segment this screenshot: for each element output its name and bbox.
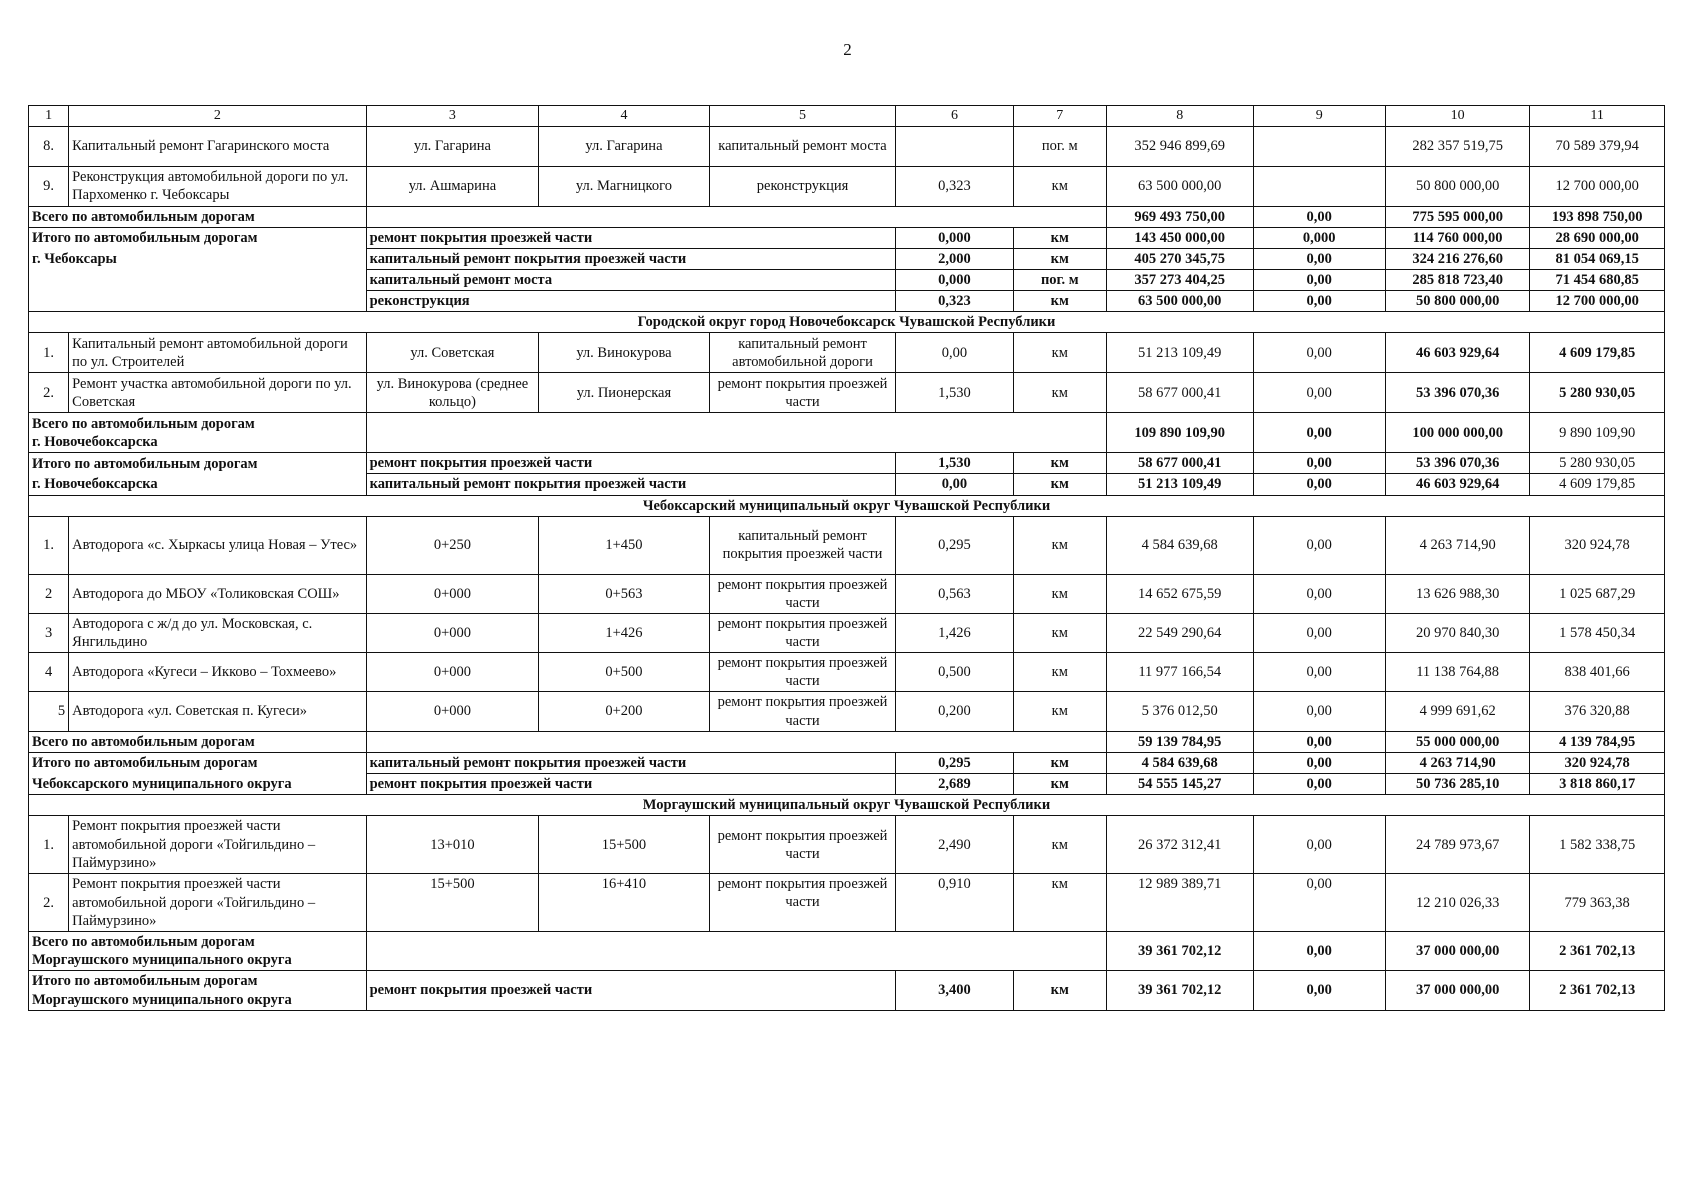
summary-row: [29, 227, 1665, 248]
object-name: Ремонт покрытия проезжей части автомобильной дороги «Тойгильдино – Паймурзино»: [69, 816, 366, 874]
table-row: [29, 166, 1665, 206]
total-amount: 143 450 000,00: [1106, 227, 1253, 248]
col11-value: 320 924,78: [1530, 516, 1665, 574]
row-number: 9.: [29, 166, 69, 206]
col11-value: 320 924,78: [1530, 752, 1665, 773]
summary-row: [29, 248, 1665, 269]
col9-value: 0,00: [1253, 653, 1385, 692]
col10-value: 50 736 285,10: [1385, 773, 1529, 794]
object-name: Капитальный ремонт Гагаринского моста: [69, 126, 366, 166]
col10-value: 100 000 000,00: [1385, 413, 1529, 453]
col10-value: 20 970 840,30: [1385, 613, 1529, 652]
subtotal-label: [29, 413, 367, 453]
end-point: ул. Магницкого: [539, 166, 709, 206]
unit: км: [1013, 373, 1106, 413]
table-row: [29, 126, 1665, 166]
object-name: Автодорога «Кугеси – Икково – Тохмеево»: [69, 653, 366, 692]
row-number: 3: [29, 613, 69, 652]
work-type: реконструкция: [709, 166, 896, 206]
end-point: 0+500: [539, 653, 709, 692]
object-name: Автодорога «с. Хыркасы улица Новая – Утес»: [69, 516, 366, 574]
start-point: ул. Советская: [366, 333, 539, 373]
col9-value: 0,00: [1253, 574, 1385, 613]
start-point: 0+000: [366, 653, 539, 692]
end-point: ул. Пионерская: [539, 373, 709, 413]
col10-value: 46 603 929,64: [1385, 333, 1529, 373]
work-type: капитальный ремонт покрытия проезжей части: [366, 752, 896, 773]
total-amount: 59 139 784,95: [1106, 731, 1253, 752]
total-amount: 63 500 000,00: [1106, 291, 1253, 312]
summary-row: [29, 474, 1665, 495]
col11-value: 4 609 179,85: [1530, 333, 1665, 373]
col11-value: 28 690 000,00: [1530, 227, 1665, 248]
empty-cell: [366, 413, 1106, 453]
col11-value: 70 589 379,94: [1530, 126, 1665, 166]
unit: км: [1013, 453, 1106, 474]
length: 0,500: [896, 653, 1013, 692]
object-name: Автодорога с ж/д до ул. Московская, с. Янгильдино: [69, 613, 366, 652]
col9-value: 0,00: [1253, 874, 1385, 932]
col10-value: 46 603 929,64: [1385, 474, 1529, 495]
column-number: 4: [539, 106, 709, 127]
empty-cell: [366, 731, 1106, 752]
table-row: [29, 874, 1665, 932]
col10-value: 37 000 000,00: [1385, 971, 1529, 1010]
start-point: 0+250: [366, 516, 539, 574]
col9-value: 0,00: [1253, 269, 1385, 290]
col11-value: 1 582 338,75: [1530, 816, 1665, 874]
unit: пог. м: [1013, 126, 1106, 166]
start-point: 0+000: [366, 613, 539, 652]
length: 0,00: [896, 474, 1013, 495]
summary-row: [29, 453, 1665, 474]
col10-value: 53 396 070,36: [1385, 453, 1529, 474]
row-number: 1.: [29, 816, 69, 874]
start-point: ул. Гагарина: [366, 126, 539, 166]
summary-label: г. Чебоксары: [29, 248, 367, 269]
table-row: [29, 333, 1665, 373]
subtotal-label-line: Всего по автомобильным дорогам: [32, 415, 255, 432]
total-amount: 12 989 389,71: [1106, 874, 1253, 932]
column-number: 10: [1385, 106, 1529, 127]
length: 1,530: [896, 453, 1013, 474]
col10-value: 324 216 276,60: [1385, 248, 1529, 269]
work-type: ремонт покрытия проезжей части: [709, 613, 896, 652]
total-amount: 969 493 750,00: [1106, 206, 1253, 227]
summary-label: [29, 971, 367, 1010]
total-amount: 39 361 702,12: [1106, 971, 1253, 1010]
col9-value: 0,00: [1253, 816, 1385, 874]
subtotal-label-line: Всего по автомобильным дорогам: [32, 934, 255, 951]
col11-value: 193 898 750,00: [1530, 206, 1665, 227]
object-name: Автодорога «ул. Советская п. Кугеси»: [69, 692, 366, 731]
col11-value: 376 320,88: [1530, 692, 1665, 731]
col10-value: 50 800 000,00: [1385, 166, 1529, 206]
length: 0,295: [896, 752, 1013, 773]
end-point: ул. Гагарина: [539, 126, 709, 166]
work-type: реконструкция: [366, 291, 896, 312]
subtotal-label-line: Моргаушского муниципального округа: [32, 952, 292, 969]
col11-value: 81 054 069,15: [1530, 248, 1665, 269]
unit: км: [1013, 333, 1106, 373]
length: 0,295: [896, 516, 1013, 574]
unit: км: [1013, 752, 1106, 773]
col11-value: 1 578 450,34: [1530, 613, 1665, 652]
unit: км: [1013, 227, 1106, 248]
length: 2,490: [896, 816, 1013, 874]
total-amount: 357 273 404,25: [1106, 269, 1253, 290]
table-row: [29, 373, 1665, 413]
col10-value: 24 789 973,67: [1385, 816, 1529, 874]
column-number: 2: [69, 106, 366, 127]
col9-value: 0,00: [1253, 474, 1385, 495]
col10-value: 13 626 988,30: [1385, 574, 1529, 613]
row-number: 2.: [29, 874, 69, 932]
length: 0,563: [896, 574, 1013, 613]
unit: км: [1013, 971, 1106, 1010]
subtotal-label: [29, 932, 367, 971]
col9-value: 0,00: [1253, 333, 1385, 373]
row-number: 1.: [29, 516, 69, 574]
length: [896, 126, 1013, 166]
end-point: 0+200: [539, 692, 709, 731]
col10-value: 37 000 000,00: [1385, 932, 1529, 971]
work-type: ремонт покрытия проезжей части: [366, 453, 896, 474]
total-amount: 22 549 290,64: [1106, 613, 1253, 652]
col9-value: 0,00: [1253, 613, 1385, 652]
table-row: [29, 613, 1665, 652]
work-type: ремонт покрытия проезжей части: [366, 227, 896, 248]
col11-value: 2 361 702,13: [1530, 971, 1665, 1010]
col11-value: 71 454 680,85: [1530, 269, 1665, 290]
total-amount: 51 213 109,49: [1106, 333, 1253, 373]
total-amount: 54 555 145,27: [1106, 773, 1253, 794]
column-number: 1: [29, 106, 69, 127]
col11-value: 5 280 930,05: [1530, 373, 1665, 413]
col11-value: 1 025 687,29: [1530, 574, 1665, 613]
section-header-row: [29, 495, 1665, 516]
col10-value: 775 595 000,00: [1385, 206, 1529, 227]
work-type: капитальный ремонт покрытия проезжей части: [709, 516, 896, 574]
object-name: Ремонт покрытия проезжей части автомобильной дороги «Тойгильдино – Паймурзино»: [69, 874, 366, 932]
unit: км: [1013, 692, 1106, 731]
subtotal-label: Всего по автомобильным дорогам: [29, 731, 367, 752]
col9-value: 0,00: [1253, 248, 1385, 269]
row-number: 2.: [29, 373, 69, 413]
col9-value: 0,00: [1253, 453, 1385, 474]
section-title: Моргаушский муниципальный округ Чувашской Республики: [29, 795, 1665, 816]
work-type: капитальный ремонт моста: [366, 269, 896, 290]
empty-cell: [29, 291, 367, 312]
summary-row: [29, 291, 1665, 312]
col9-value: 0,00: [1253, 373, 1385, 413]
length: 1,530: [896, 373, 1013, 413]
unit: км: [1013, 773, 1106, 794]
end-point: 16+410: [539, 874, 709, 932]
summary-row: [29, 773, 1665, 794]
summary-label: Чебоксарского муниципального округа: [29, 773, 367, 794]
col9-value: 0,00: [1253, 516, 1385, 574]
work-type: ремонт покрытия проезжей части: [709, 816, 896, 874]
col9-value: 0,000: [1253, 227, 1385, 248]
section-header-row: [29, 795, 1665, 816]
work-type: капитальный ремонт моста: [709, 126, 896, 166]
empty-cell: [366, 206, 1106, 227]
total-amount: 352 946 899,69: [1106, 126, 1253, 166]
col9-value: 0,00: [1253, 291, 1385, 312]
total-amount: 4 584 639,68: [1106, 516, 1253, 574]
col10-value: 12 210 026,33: [1385, 874, 1529, 932]
total-amount: 39 361 702,12: [1106, 932, 1253, 971]
col11-value: 779 363,38: [1530, 874, 1665, 932]
table-row: [29, 516, 1665, 574]
unit: км: [1013, 574, 1106, 613]
summary-label: Итого по автомобильным дорогам: [29, 227, 367, 248]
start-point: ул. Винокурова (среднее кольцо): [366, 373, 539, 413]
table-row: [29, 574, 1665, 613]
subtotal-label-line: г. Новочебоксарска: [32, 433, 158, 450]
length: 0,000: [896, 227, 1013, 248]
column-number: 6: [896, 106, 1013, 127]
col11-value: 4 139 784,95: [1530, 731, 1665, 752]
end-point: 0+563: [539, 574, 709, 613]
length: 3,400: [896, 971, 1013, 1010]
unit: км: [1013, 816, 1106, 874]
object-name: Автодорога до МБОУ «Толиковская СОШ»: [69, 574, 366, 613]
road-works-table: [28, 105, 1665, 1011]
summary-label: Итого по автомобильным дорогам: [29, 752, 367, 773]
summary-label: Итого по автомобильным дорогам: [29, 453, 367, 474]
length: 0,323: [896, 166, 1013, 206]
total-amount: 14 652 675,59: [1106, 574, 1253, 613]
col11-value: 12 700 000,00: [1530, 291, 1665, 312]
column-number: 11: [1530, 106, 1665, 127]
col9-value: 0,00: [1253, 731, 1385, 752]
total-amount: 58 677 000,41: [1106, 453, 1253, 474]
total-amount: 11 977 166,54: [1106, 653, 1253, 692]
section-header-row: [29, 312, 1665, 333]
column-number: 3: [366, 106, 539, 127]
work-type: ремонт покрытия проезжей части: [709, 373, 896, 413]
work-type: капитальный ремонт покрытия проезжей части: [366, 248, 896, 269]
start-point: 15+500: [366, 874, 539, 932]
summary-label: г. Новочебоксарска: [29, 474, 367, 495]
work-type: ремонт покрытия проезжей части: [366, 971, 896, 1010]
length: 0,00: [896, 333, 1013, 373]
col10-value: 285 818 723,40: [1385, 269, 1529, 290]
column-number: 7: [1013, 106, 1106, 127]
summary-row: [29, 971, 1665, 1010]
subtotal-label: Всего по автомобильным дорогам: [29, 206, 367, 227]
length: 0,323: [896, 291, 1013, 312]
row-number: 1.: [29, 333, 69, 373]
empty-cell: [366, 932, 1106, 971]
unit: км: [1013, 653, 1106, 692]
col9-value: 0,00: [1253, 413, 1385, 453]
col10-value: 4 263 714,90: [1385, 752, 1529, 773]
length: 1,426: [896, 613, 1013, 652]
unit: пог. м: [1013, 269, 1106, 290]
end-point: 15+500: [539, 816, 709, 874]
end-point: 1+450: [539, 516, 709, 574]
start-point: 0+000: [366, 692, 539, 731]
total-amount: 26 372 312,41: [1106, 816, 1253, 874]
unit: км: [1013, 291, 1106, 312]
subtotal-row: [29, 206, 1665, 227]
column-number: 8: [1106, 106, 1253, 127]
end-point: 1+426: [539, 613, 709, 652]
unit: км: [1013, 874, 1106, 932]
total-amount: 4 584 639,68: [1106, 752, 1253, 773]
col10-value: 4 999 691,62: [1385, 692, 1529, 731]
summary-label-line: Итого по автомобильным дорогам: [32, 973, 258, 990]
column-number: 5: [709, 106, 896, 127]
length: 0,200: [896, 692, 1013, 731]
unit: км: [1013, 474, 1106, 495]
start-point: 13+010: [366, 816, 539, 874]
col9-value: [1253, 126, 1385, 166]
object-name: Реконструкция автомобильной дороги по ул. Пархоменко г. Чебоксары: [69, 166, 366, 206]
column-number-row: [29, 106, 1665, 127]
length: 0,000: [896, 269, 1013, 290]
col9-value: 0,00: [1253, 971, 1385, 1010]
col10-value: 4 263 714,90: [1385, 516, 1529, 574]
unit: км: [1013, 166, 1106, 206]
col10-value: 282 357 519,75: [1385, 126, 1529, 166]
object-name: Ремонт участка автомобильной дороги по ул. Советская: [69, 373, 366, 413]
col9-value: 0,00: [1253, 932, 1385, 971]
col11-value: 3 818 860,17: [1530, 773, 1665, 794]
col11-value: 5 280 930,05: [1530, 453, 1665, 474]
section-title: Чебоксарский муниципальный округ Чувашской Республики: [29, 495, 1665, 516]
length: 0,910: [896, 874, 1013, 932]
summary-label-line: Моргаушского муниципального округа: [32, 991, 292, 1008]
unit: км: [1013, 248, 1106, 269]
length: 2,689: [896, 773, 1013, 794]
row-number: 5: [29, 692, 69, 731]
total-amount: 58 677 000,41: [1106, 373, 1253, 413]
total-amount: 5 376 012,50: [1106, 692, 1253, 731]
work-type: ремонт покрытия проезжей части: [709, 874, 896, 932]
col11-value: 838 401,66: [1530, 653, 1665, 692]
work-type: ремонт покрытия проезжей части: [709, 574, 896, 613]
row-number: 8.: [29, 126, 69, 166]
total-amount: 405 270 345,75: [1106, 248, 1253, 269]
row-number: 2: [29, 574, 69, 613]
row-number: 4: [29, 653, 69, 692]
table-row: [29, 653, 1665, 692]
unit: км: [1013, 613, 1106, 652]
subtotal-row: [29, 932, 1665, 971]
subtotal-row: [29, 731, 1665, 752]
work-type: ремонт покрытия проезжей части: [709, 653, 896, 692]
col9-value: 0,00: [1253, 773, 1385, 794]
col11-value: 9 890 109,90: [1530, 413, 1665, 453]
end-point: ул. Винокурова: [539, 333, 709, 373]
work-type: капитальный ремонт автомобильной дороги: [709, 333, 896, 373]
col10-value: 11 138 764,88: [1385, 653, 1529, 692]
col11-value: 12 700 000,00: [1530, 166, 1665, 206]
work-type: ремонт покрытия проезжей части: [709, 692, 896, 731]
page-number: 2: [843, 40, 852, 59]
summary-row: [29, 269, 1665, 290]
table-row: [29, 692, 1665, 731]
col10-value: 114 760 000,00: [1385, 227, 1529, 248]
subtotal-row: [29, 413, 1665, 453]
col9-value: 0,00: [1253, 752, 1385, 773]
section-title: Городской округ город Новочебоксарск Чувашской Республики: [29, 312, 1665, 333]
work-type: капитальный ремонт покрытия проезжей части: [366, 474, 896, 495]
start-point: ул. Ашмарина: [366, 166, 539, 206]
table-row: [29, 816, 1665, 874]
work-type: ремонт покрытия проезжей части: [366, 773, 896, 794]
col9-value: 0,00: [1253, 206, 1385, 227]
start-point: 0+000: [366, 574, 539, 613]
object-name: Капитальный ремонт автомобильной дороги по ул. Строителей: [69, 333, 366, 373]
column-number: 9: [1253, 106, 1385, 127]
total-amount: 109 890 109,90: [1106, 413, 1253, 453]
total-amount: 51 213 109,49: [1106, 474, 1253, 495]
col9-value: [1253, 166, 1385, 206]
col11-value: 2 361 702,13: [1530, 932, 1665, 971]
col11-value: 4 609 179,85: [1530, 474, 1665, 495]
length: 2,000: [896, 248, 1013, 269]
summary-row: [29, 752, 1665, 773]
empty-cell: [29, 269, 367, 290]
total-amount: 63 500 000,00: [1106, 166, 1253, 206]
col10-value: 53 396 070,36: [1385, 373, 1529, 413]
col10-value: 50 800 000,00: [1385, 291, 1529, 312]
col9-value: 0,00: [1253, 692, 1385, 731]
col10-value: 55 000 000,00: [1385, 731, 1529, 752]
unit: км: [1013, 516, 1106, 574]
